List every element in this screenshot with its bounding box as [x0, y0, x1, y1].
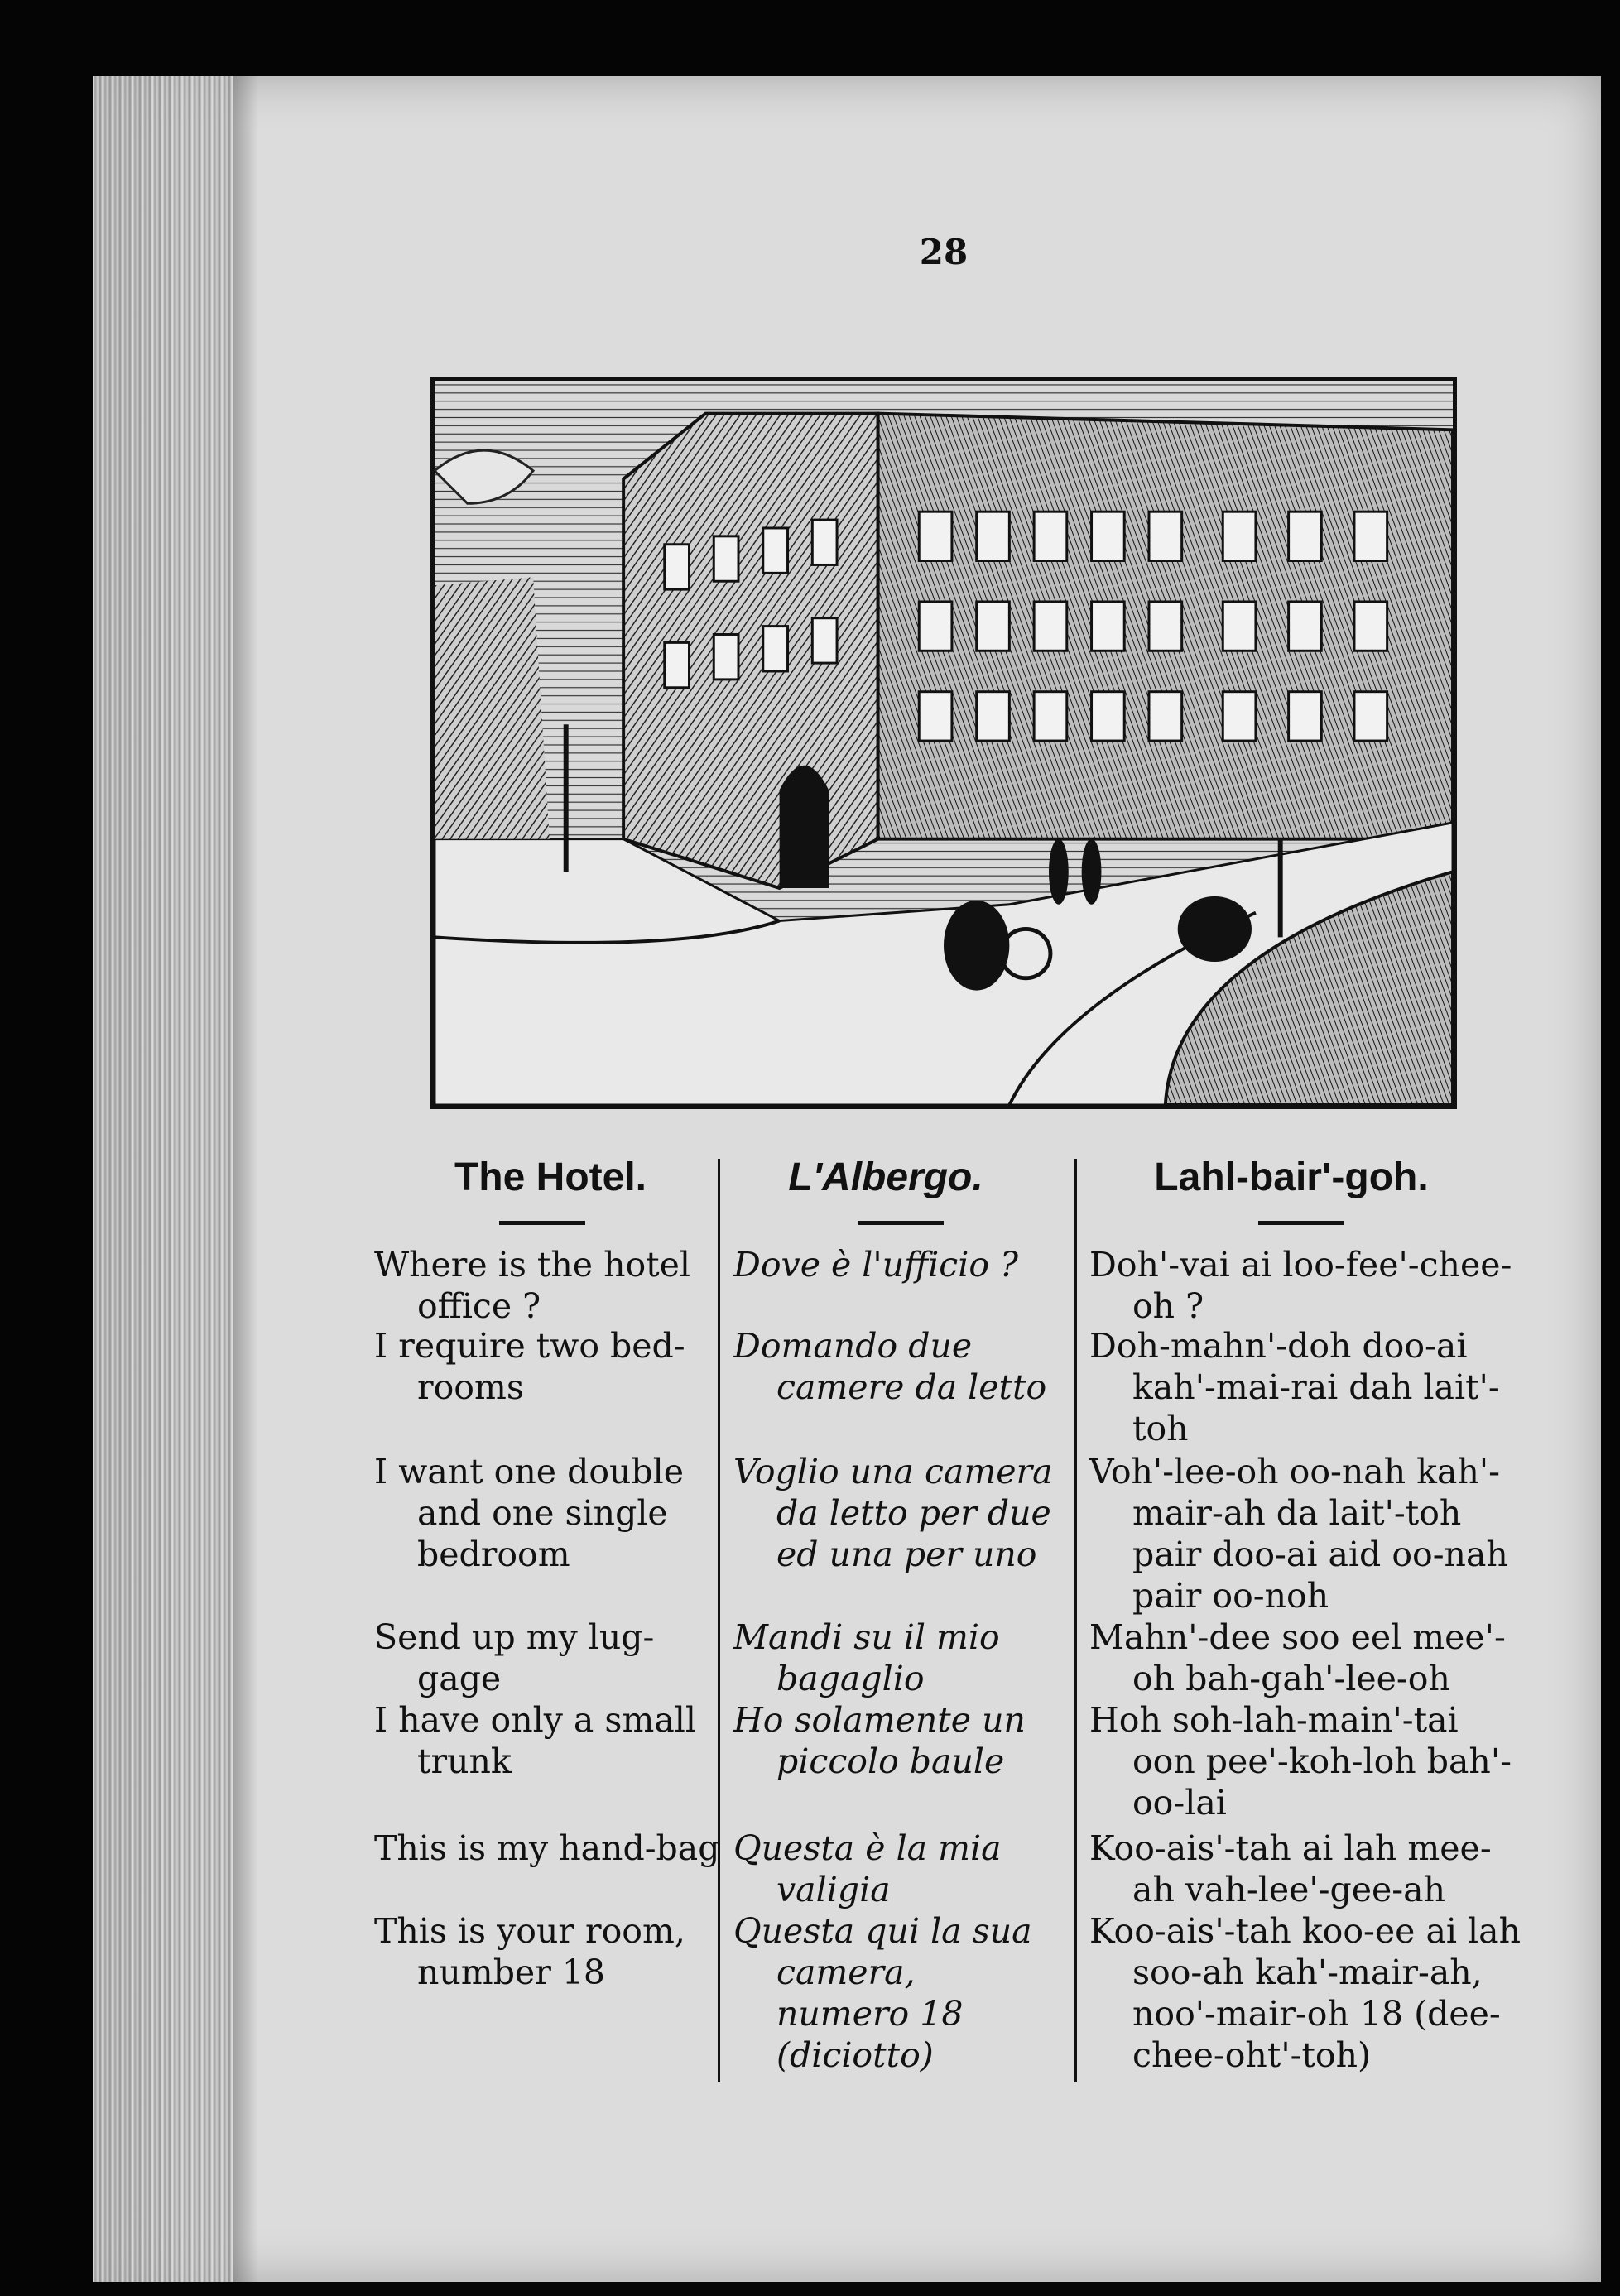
italian-phrase: Domando due camere da letto — [733, 1326, 1047, 1407]
column-divider — [1074, 1159, 1077, 2082]
english-phrase: I have only a small trunk — [374, 1700, 696, 1781]
pronunciation-phrase: Doh'-vai ai loo-fee'-chee-oh ? — [1089, 1245, 1512, 1326]
english-phrase: This is your room, number 18 — [374, 1911, 685, 1992]
pronunciation-phrase: Koo-ais'-tah koo-ee ai lah soo-ah kah'-mair-ah, noo'-mair-oh 18 (dee-chee-oht'-toh) — [1089, 1911, 1521, 2075]
heading-rule — [858, 1221, 944, 1225]
english-phrase: I want one double and one single bedroom — [374, 1452, 685, 1574]
italian-phrase: Ho solamente un piccolo baule — [733, 1700, 1026, 1781]
column-heading-pronunciation: Lahl-bair'-goh. — [1154, 1155, 1429, 1199]
italian-phrase: Dove è l'ufficio ? — [733, 1245, 1019, 1285]
pronunciation-phrase: Mahn'-dee soo eel mee'-oh bah-gah'-lee-oh — [1089, 1617, 1506, 1698]
column-heading-english: The Hotel. — [454, 1155, 647, 1199]
pronunciation-phrase: Voh'-lee-oh oo-nah kah'-mair-ah da lait'-toh pair doo-ai aid oo-nah pair oo-noh — [1089, 1452, 1508, 1616]
heading-rule — [1258, 1221, 1344, 1225]
italian-phrase: Mandi su il mio bagaglio — [733, 1617, 1000, 1698]
pronunciation-phrase: Hoh soh-lah-main'-tai oon pee'-koh-loh bah'-oo-lai — [1089, 1700, 1512, 1823]
english-phrase: This is my hand-bag — [374, 1828, 720, 1868]
hotel-engraving — [435, 381, 1453, 1105]
english-phrase: I require two bed-rooms — [374, 1326, 685, 1407]
hotel-illustration — [430, 377, 1457, 1109]
pronunciation-phrase: Koo-ais'-tah ai lah mee-ah vah-lee'-gee-ah — [1089, 1828, 1492, 1909]
column-heading-italian: L'Albergo. — [788, 1155, 983, 1199]
italian-phrase: Questa è la mia valigia — [733, 1828, 1002, 1909]
english-phrase: Where is the hotel office ? — [374, 1245, 691, 1326]
heading-rule — [499, 1221, 585, 1225]
page-number: 28 — [919, 232, 969, 272]
english-phrase: Send up my lug-gage — [374, 1617, 655, 1698]
pronunciation-phrase: Doh-mahn'-doh doo-ai kah'-mai-rai dah lait'-toh — [1089, 1326, 1500, 1448]
italian-phrase: Questa qui la sua camera, numero 18 (diciotto) — [733, 1911, 1032, 2075]
page-edges — [93, 76, 233, 2282]
italian-phrase: Voglio una camera da letto per due ed una per uno — [733, 1452, 1053, 1574]
